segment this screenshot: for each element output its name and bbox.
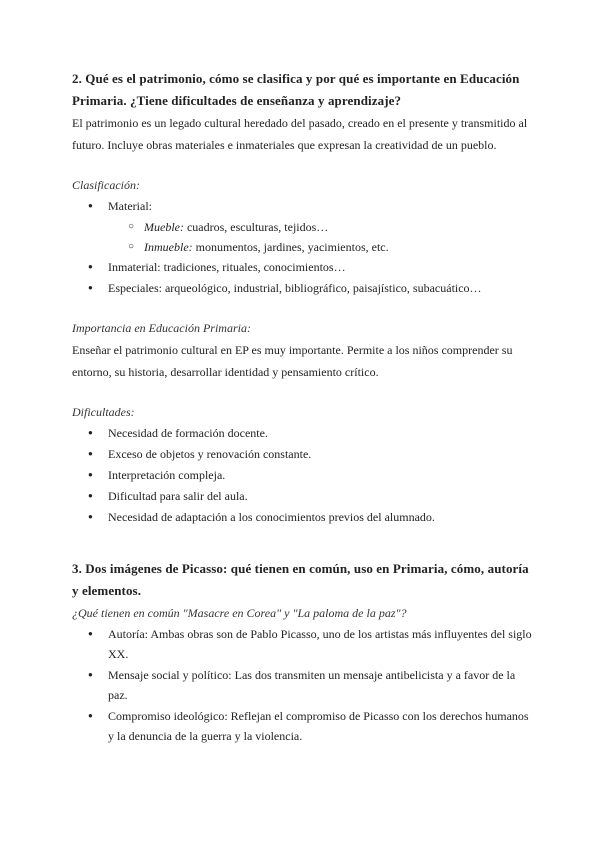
list-item-inmaterial: ● Inmaterial: tradiciones, rituales, conocimientos…: [72, 257, 532, 277]
mueble-label: Mueble:: [144, 220, 184, 234]
list-item: ● Exceso de objetos y renovación constante.: [72, 444, 532, 464]
dificultades-label: Dificultades:: [72, 405, 135, 419]
document-page: [72, 68, 532, 747]
list-item: ● Necesidad de formación docente.: [72, 423, 532, 443]
section-2-heading: 2. Qué es el patrimonio, cómo se clasifica y por qué es importante en Educación Primaria. ¿Tiene dificultades de enseñanza y aprendizaje?: [72, 71, 520, 108]
list-item-especiales: ● Especiales: arqueológico, industrial, bibliográfico, paisajístico, subacuático…: [72, 278, 532, 298]
list-item: ● Compromiso ideológico: Reflejan el compromiso de Picasso con los derechos humanos y la denuncia de la guerra y la violencia.: [72, 706, 532, 746]
list-item: ● Dificultad para salir del aula.: [72, 486, 532, 506]
importancia-label: Importancia en Educación Primaria:: [72, 321, 251, 335]
list-item: ● Interpretación compleja.: [72, 465, 532, 485]
inmueble-label: Inmueble:: [144, 240, 193, 254]
section-2-intro: El patrimonio es un legado cultural heredado del pasado, creado en el presente y transmitido al futuro. Incluye obras materiales e inmateriales que expresan la creatividad de un pueblo.: [72, 116, 528, 152]
clasificacion-label: Clasificación:: [72, 178, 140, 192]
list-item-mueble: [72, 217, 532, 237]
list-item: ● Necesidad de adaptación a los conocimientos previos del alumnado.: [72, 507, 532, 527]
inmueble-text: monumentos, jardines, yacimientos, etc.: [192, 240, 389, 254]
list-item: ● Autoría: Ambas obras son de Pablo Picasso, uno de los artistas más influyentes del siglo XX.: [72, 624, 532, 664]
picasso-question: ¿Qué tienen en común "Masacre en Corea" y "La paloma de la paz"?: [72, 606, 407, 620]
dificultades-list: [72, 423, 532, 527]
list-item-inmueble: [72, 237, 532, 257]
clasificacion-list: [72, 196, 532, 298]
list-item: ● Mensaje social y político: Las dos transmiten un mensaje antibelicista y a favor de la paz.: [72, 665, 532, 705]
section-3-heading: 3. Dos imágenes de Picasso: qué tienen en común, uso en Primaria, cómo, autoría y elementos.: [72, 561, 529, 598]
importancia-text: Enseñar el patrimonio cultural en EP es muy importante. Permite a los niños comprender su entorno, su historia, desarrollar identidad y pensamiento crítico.: [72, 343, 513, 379]
mueble-text: cuadros, esculturas, tejidos…: [183, 220, 329, 234]
picasso-list: [72, 624, 532, 746]
list-item-material: ● Material:: [72, 196, 532, 216]
